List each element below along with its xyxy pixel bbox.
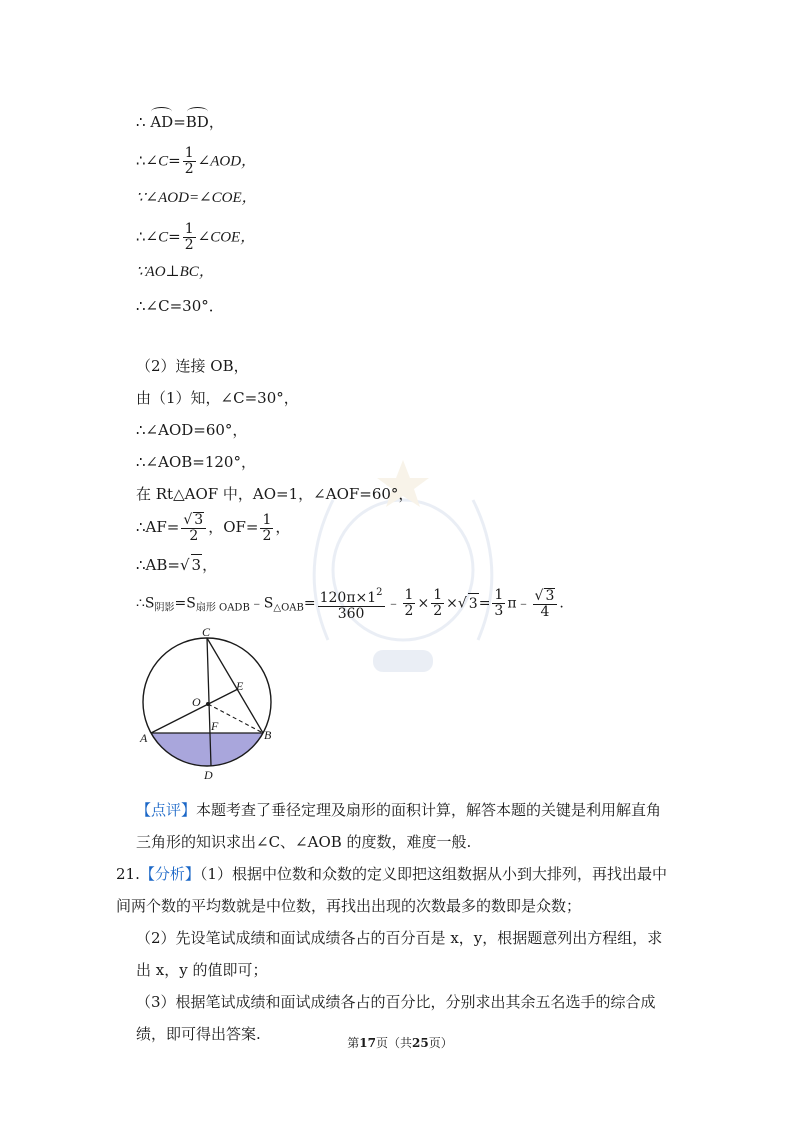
center-point bbox=[206, 702, 210, 706]
equals-sign: = bbox=[168, 227, 181, 246]
line-angle-c-30: ∴∠C=30°． bbox=[136, 297, 224, 315]
subscript: △OAB bbox=[273, 602, 304, 614]
text: ﹣ bbox=[386, 595, 401, 612]
numerator: 1 bbox=[184, 221, 194, 237]
question-21-part2: （2）先设笔试成绩和面试成绩各占的百分百是 x，y，根据题意列出方程组，求出 x，y 的值即可； bbox=[136, 929, 663, 979]
punct: ， bbox=[202, 556, 218, 574]
question-number: 21. bbox=[116, 865, 140, 883]
denominator: 2 bbox=[404, 603, 414, 619]
subscript: 扇形 OADB bbox=[195, 602, 250, 614]
denominator: 2 bbox=[184, 161, 194, 177]
denominator: 2 bbox=[433, 603, 443, 619]
text: × bbox=[417, 595, 430, 612]
numerator: 1 bbox=[184, 145, 194, 161]
label-c: C bbox=[202, 625, 211, 639]
text: ∠COE， bbox=[197, 229, 256, 246]
tag-text: 分析 bbox=[154, 865, 185, 883]
label-o: O bbox=[192, 695, 201, 709]
line-rt-triangle: 在 Rt△AOF 中，AO=1，∠AOF=60°， bbox=[136, 485, 414, 503]
line-af-of bbox=[136, 512, 290, 544]
text: ∴∠ bbox=[136, 151, 159, 170]
denominator: 2 bbox=[189, 528, 199, 544]
text: ∴AF= bbox=[136, 518, 180, 536]
var-c: C bbox=[158, 153, 169, 170]
total-pages: 25 bbox=[412, 1036, 429, 1050]
line-from-part1: 由（1）知，∠C=30°， bbox=[136, 389, 299, 407]
fraction-half bbox=[183, 222, 196, 253]
numerator: 1 bbox=[262, 511, 272, 528]
text: =S bbox=[174, 595, 196, 612]
circle-figure bbox=[132, 622, 292, 782]
footer-text: 第 bbox=[347, 1036, 360, 1050]
denominator: 4 bbox=[540, 603, 550, 620]
denominator: 2 bbox=[262, 527, 272, 544]
superscript: 2 bbox=[376, 587, 383, 598]
arc-ad: AD bbox=[150, 108, 173, 132]
arc-bd: BD bbox=[186, 108, 209, 132]
text: ∴AB= bbox=[136, 556, 180, 574]
text: 120π×1 bbox=[319, 590, 377, 606]
comment-tag: 【点评】 bbox=[136, 801, 197, 819]
analysis-part1: （1）根据中位数和众数的定义即把这组数据从小到大排列，再找出最中间两个数的平均数就是中位数，再找出出现的次数最多的数即是众数； bbox=[116, 865, 667, 915]
fraction-third bbox=[492, 588, 505, 619]
comment-text: 本题考查了垂径定理及扇形的面积计算，解答本题的关键是利用解直角三角形的知识求出∠C、∠AOB 的度数，难度一般. bbox=[136, 801, 662, 851]
text: ∠AOD， bbox=[197, 153, 257, 170]
fraction-sqrt3-over-2 bbox=[181, 512, 206, 544]
therefore-symbol: ∴ bbox=[136, 113, 146, 131]
denominator: 360 bbox=[337, 606, 365, 622]
text: × bbox=[446, 595, 458, 612]
equals-sign: = bbox=[168, 151, 181, 170]
punct: ， bbox=[275, 518, 291, 536]
line-aod-eq-coe: ∵∠AOD=∠COE， bbox=[136, 190, 257, 206]
numerator: 1 bbox=[404, 587, 414, 603]
line-ab-sqrt3: ∴AB=√ 3， bbox=[136, 556, 218, 574]
label-d: D bbox=[204, 768, 213, 782]
radicand: 3 bbox=[194, 512, 204, 528]
question-21-part3: （3）根据笔试成绩和面试成绩各占的百分比，分别求出其余五名选手的综合成绩，即可得出答案. bbox=[136, 993, 656, 1043]
line-part2-connect-ob: （2）连接 OB， bbox=[136, 357, 249, 375]
footer-text: 页（共 bbox=[375, 1036, 412, 1050]
line-aob-120: ∴∠AOB=120°， bbox=[136, 453, 256, 471]
comment-block bbox=[136, 794, 676, 858]
page-footer bbox=[0, 1034, 800, 1051]
var-c: C bbox=[158, 229, 169, 246]
footer-text: 页） bbox=[428, 1036, 453, 1050]
line-aod-60: ∴∠AOD=60°， bbox=[136, 421, 248, 439]
label-b: B bbox=[264, 728, 272, 742]
page-number: 17 bbox=[359, 1036, 376, 1050]
analysis-tag: 【分析】 bbox=[139, 865, 200, 883]
denominator: 2 bbox=[184, 237, 194, 253]
watermark-logo bbox=[288, 440, 518, 690]
punct: . bbox=[559, 595, 564, 612]
fraction-half bbox=[431, 588, 444, 619]
numerator: 1 bbox=[433, 587, 443, 603]
numerator: √ 3 bbox=[533, 588, 558, 605]
fraction-half bbox=[183, 146, 196, 177]
label-e: E bbox=[236, 679, 244, 693]
equals-sign: = bbox=[303, 595, 316, 612]
equals-sign: = bbox=[478, 595, 491, 612]
fraction-sqrt3-over-4 bbox=[533, 588, 558, 620]
line-arc-equal bbox=[136, 108, 224, 132]
numerator bbox=[318, 585, 385, 607]
numerator: √ 3 bbox=[181, 512, 206, 529]
text: ，OF= bbox=[208, 518, 259, 536]
tag-text: 点评 bbox=[151, 801, 182, 819]
label-a: A bbox=[140, 731, 148, 745]
line-angle-c-half-coe bbox=[136, 222, 255, 253]
equals-sign: = bbox=[173, 113, 186, 131]
radicand: 3 bbox=[545, 587, 555, 604]
numerator: 1 bbox=[494, 587, 504, 603]
line-ao-perp-bc: ∵AO⊥BC， bbox=[136, 264, 214, 280]
subscript: 阴影 bbox=[154, 602, 175, 614]
text: ∴S bbox=[136, 595, 155, 612]
text: ∴∠ bbox=[136, 227, 159, 246]
text: ﹣S bbox=[249, 595, 274, 612]
denominator: 3 bbox=[494, 603, 504, 619]
question-21-analysis bbox=[116, 858, 678, 922]
label-f: F bbox=[211, 719, 219, 733]
radicand: 3 bbox=[468, 593, 479, 614]
line-shaded-area: $\therefore S_{阴影}=S_{扇形 OADB}﹣S_{\triangle OAB}=$ $\frac{120\pi\times 1^2}{360}$ ﹣ $\frac{1}{2}$ × $\frac{1}{2}$ ×√ 3= $\frac{1}{3}$ π﹣ $\frac{√ 3}{4}$ . bbox=[136, 587, 564, 622]
punct: ， bbox=[208, 113, 224, 131]
fraction-half bbox=[260, 513, 273, 544]
radicand: 3 bbox=[191, 556, 202, 574]
fraction-sector bbox=[318, 585, 385, 622]
fraction-half bbox=[403, 588, 416, 619]
line-angle-c-half-aod bbox=[136, 146, 256, 177]
text: π﹣ bbox=[507, 595, 531, 612]
